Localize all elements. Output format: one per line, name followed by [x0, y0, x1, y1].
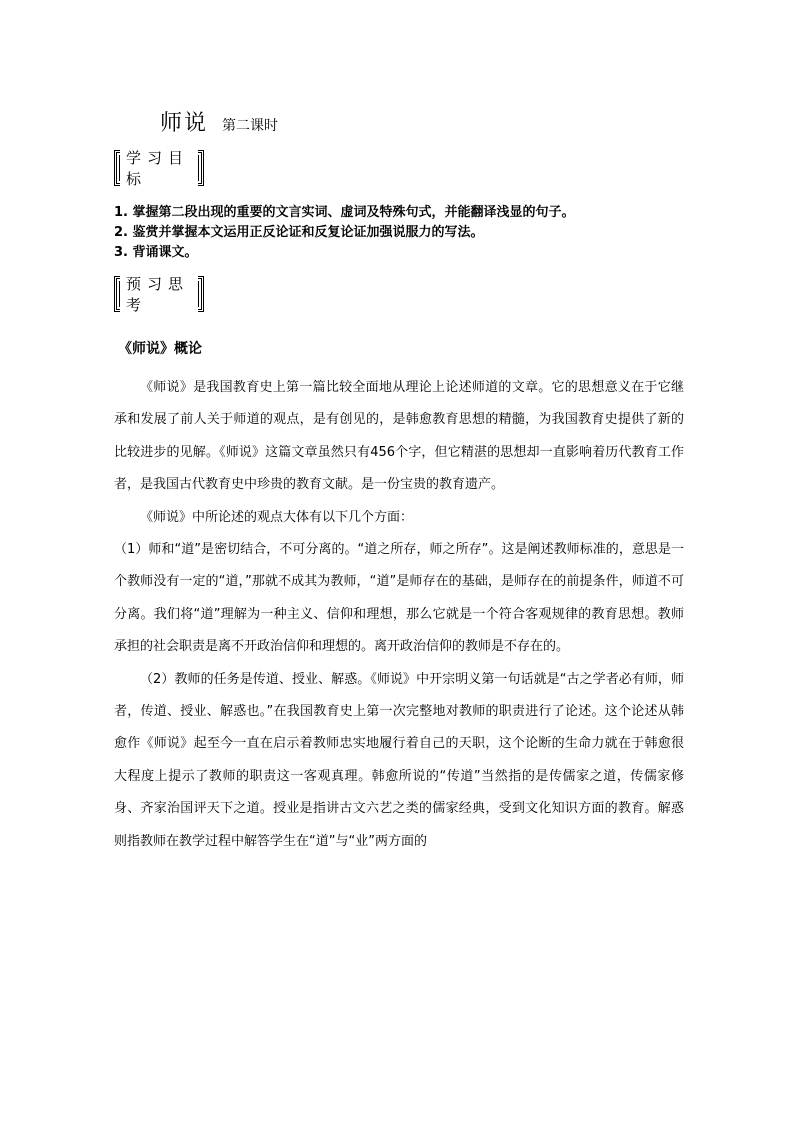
- goal-item: 1. 掌握第二段出现的重要的文言实词、虚词及特殊句式，并能翻译浅显的句子。: [114, 205, 575, 220]
- paragraph: （1）师和“道”是密切结合，不可分离的。“道之所存，师之所存”。这是阐述教师标准的，意思是一个教师没有一定的“道，”那就不成其为教师，“道”是师存在的基础，是师存在的前提条件，师道不可分离。我们将“道”理解为一种主义、信仰和理想，那么它就是一个符合客观规律的教育思想。教师承担的社会职责是离不开政治信仰和理想的。离开政治信仰的教师是不存在的。: [114, 542, 684, 655]
- page-title: 师说: [160, 111, 209, 136]
- goals-heading-frame: [119, 149, 199, 188]
- paragraph: 《师说》是我国教育史上第一篇比较全面地从理论上论述师道的文章。它的思想意义在于它继承和发展了前人关于师道的观点，是有创见的，是韩愈教育思想的精髓，为我国教育史提供了新的比较进步的见解。《师说》这篇文章虽然只有456个字，但它精湛的思想却一直影响着历代教育工作者，是我国古代教育史中珍贵的教育文献。是一份宝贵的教育遗产。: [114, 380, 684, 493]
- goal-item: 3. 背诵课文。: [114, 245, 198, 260]
- goals-heading-box: [114, 150, 204, 186]
- paragraph: （2）教师的任务是传道、授业、解惑。《师说》中开宗明义第一句话就是“古之学者必有师，师者，传道、授业、解惑也。”在我国教育史上第一次完整地对教师的职责进行了论述。这个论述从韩愈作《师说》起至今一直在启示着教师忠实地履行着自己的天职，这个论断的生命力就在于韩愈很大程度上提示了教师的职责这一客观真理。韩愈所说的“传道”当然指的是传儒家之道，传儒家修身、齐家治国评天下之道。授业是指讲古文六艺之类的儒家经典，受到文化知识方面的教育。解惑则指教师在教学过程中解答学生在“道”与“业”两方面的: [114, 671, 684, 849]
- title-row: [160, 106, 278, 137]
- page-subtitle: 第二课时: [222, 118, 279, 134]
- preview-heading-frame: [119, 275, 199, 314]
- body-text: [114, 372, 684, 858]
- paragraph: 《师说》中所论述的观点大体有以下几个方面：: [140, 509, 414, 525]
- learning-goals-list: [114, 203, 734, 263]
- goals-heading-label: 学习目标: [120, 147, 198, 189]
- goal-item: 2. 鉴赏并掌握本文运用正反论证和反复论证加强说服力的写法。: [114, 225, 484, 240]
- preview-heading-box: [114, 276, 204, 312]
- preview-heading-label: 预习思考: [120, 273, 198, 315]
- section-title: 《师说》概论: [118, 341, 202, 357]
